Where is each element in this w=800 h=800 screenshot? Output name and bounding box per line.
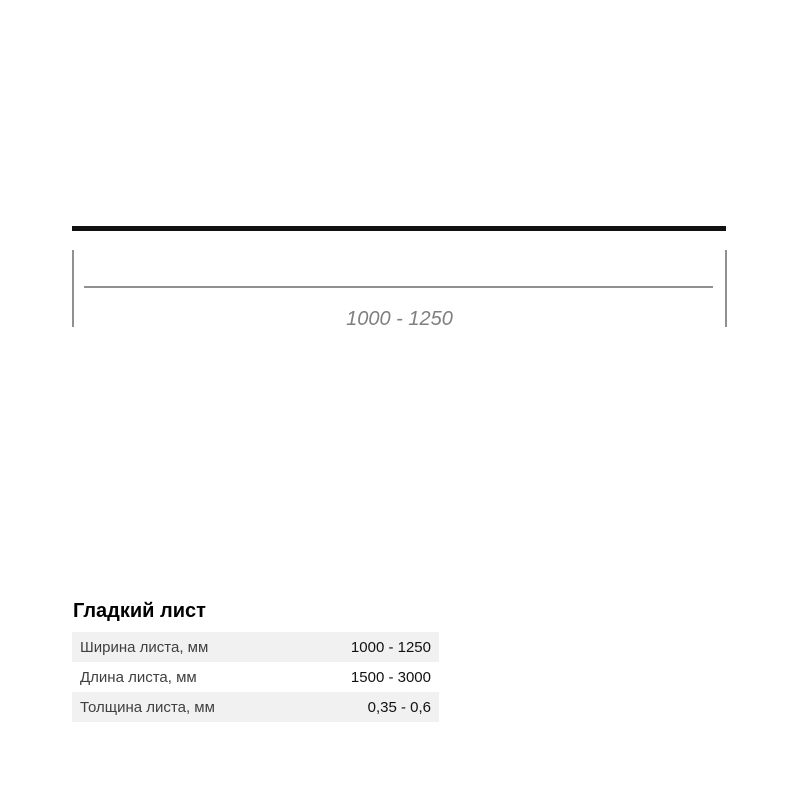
spec-row-label: Толщина листа, мм [80,698,215,716]
table-row [72,662,439,692]
table-row [72,632,439,662]
sheet-profile-line [72,226,726,231]
spec-row-label: Длина листа, мм [80,668,197,686]
width-dimension-label: 1000 - 1250 [346,308,453,330]
spec-row-value: 1000 - 1250 [350,638,431,656]
spec-table [72,632,439,722]
dimension-line [84,286,713,288]
spec-row-value: 1500 - 3000 [350,668,431,686]
section-title: Гладкий лист [73,600,206,622]
table-row [72,692,439,722]
spec-table-body [72,632,439,722]
spec-row-value: 0,35 - 0,6 [367,698,431,716]
spec-row-label: Ширина листа, мм [80,638,209,656]
